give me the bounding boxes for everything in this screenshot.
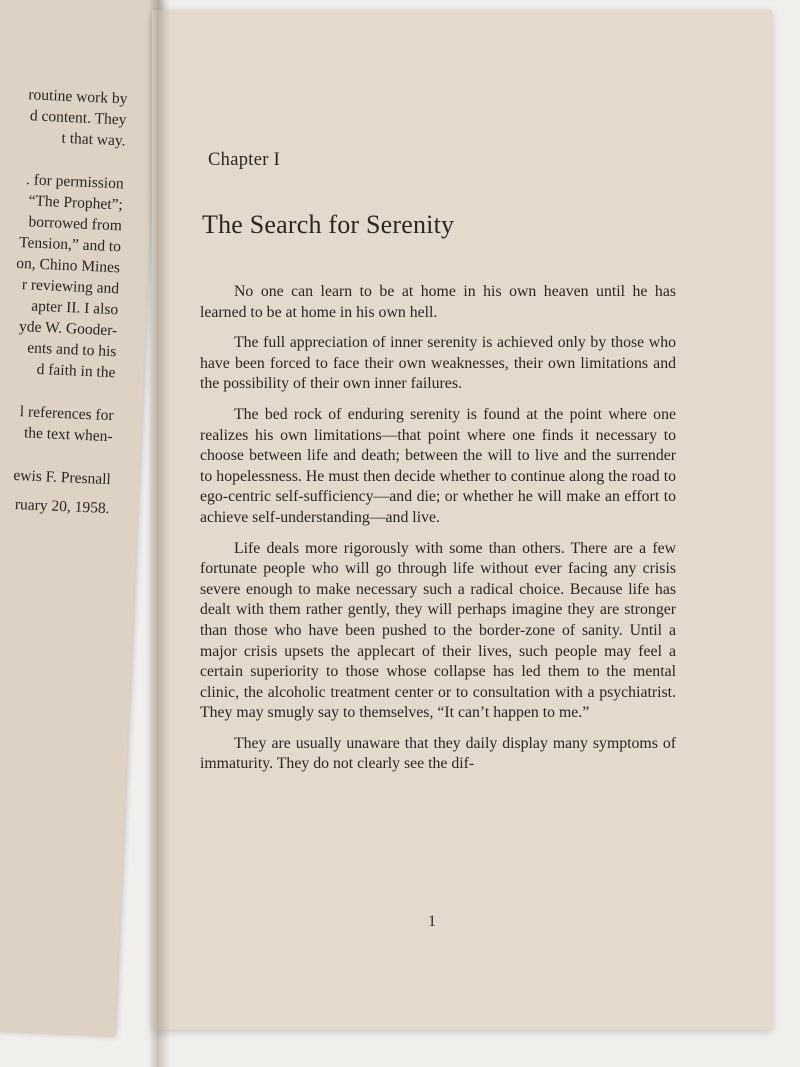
left-line: ruary 20, 1958.: [14, 496, 110, 518]
paragraph: They are usually unaware that they daily display many symptoms of immaturity. They do not clearly see the dif-: [200, 734, 676, 773]
paragraph: The bed rock of enduring serenity is found at the point where one realizes his own limitations—that point where one finds it necessary to choose between life and death; between the will to live and the surrender to hopelessness. He must then decide whether to continue along the road to ego-centric self-sufficiency—and die; or whether he will make an effort to achieve self-understanding—and live.: [200, 405, 676, 526]
left-line: the text when-: [23, 424, 114, 446]
chapter-body: [200, 282, 676, 785]
left-page: [0, 0, 160, 1037]
left-line: t that way.: [61, 129, 126, 150]
paragraph: Life deals more rigorously with some than others. There are a few fortunate people who will go through life without ever facing any crisis severe enough to make necessary such a radical choice. Because life has dealt with them rather gently, they will perhaps imagine they are stronger than those who have been pushed to the border-zone of sanity. Until a major crisis upsets the applecart of their lives, such people may feel a certain superiority to those whose collapse has led them to the mental clinic, the alcoholic treatment center or to consultation with a psychiatrist. They may smugly say to themselves, “It can’t happen to me.”: [200, 539, 676, 722]
left-line: “The Prophet”;: [28, 192, 124, 214]
left-page-text: [0, 74, 128, 519]
left-line: on, Chino Mines: [15, 254, 121, 277]
left-line: Tension,” and to: [18, 233, 122, 256]
paragraph: The full appreciation of inner serenity is achieved only by those who have been forced to face their own weaknesses, their own limitations and the possibility of their own inner failures.: [200, 334, 676, 393]
left-line: l references for: [19, 403, 114, 425]
left-line: ents and to his: [26, 339, 117, 361]
chapter-label: Chapter I: [208, 150, 281, 170]
page-number: 1: [428, 913, 436, 930]
book-spine-shadow: [148, 0, 170, 1067]
left-line: d content. They: [29, 107, 127, 129]
left-line: ewis F. Presnall: [13, 466, 112, 489]
right-page-content: [152, 10, 772, 1030]
left-line: routine work by: [28, 86, 128, 108]
right-page: [152, 10, 772, 1030]
left-line: borrowed from: [28, 213, 123, 235]
chapter-title: The Search for Serenity: [202, 210, 455, 239]
left-line: yde W. Gooder-: [18, 318, 118, 340]
left-line: . for permission: [25, 171, 125, 193]
left-line: d faith in the: [36, 360, 116, 382]
left-line: r reviewing and: [21, 276, 120, 298]
paragraph: No one can learn to be at home in his own heaven until he has learned to be at home in his own hell.: [200, 283, 676, 321]
left-line: apter II. I also: [30, 297, 119, 319]
